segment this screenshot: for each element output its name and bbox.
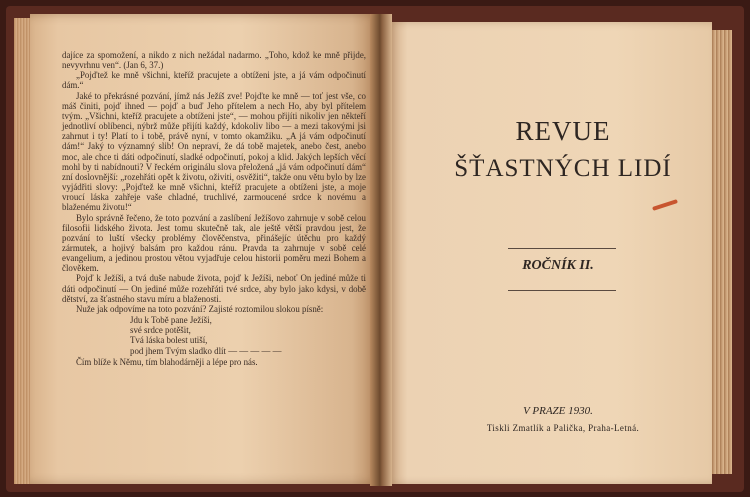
book-gutter [370,14,392,486]
closing-line: Čím blíže k Němu, tím blahodárněji a lépe pro nás. [76,356,258,367]
city-year: V PRAZE 1930. [523,405,593,417]
title-subtitle: ŠŤASTNÝCH LIDÍ [454,155,672,182]
paragraph: Jaké to překrásné pozvání, jímž nás Ježíš zve! Pojďte ke mně — toť jest vše, co máš činiti, pojď ihned — pojď a buď Jeho přítelem a nech Ho, aby byl přítelem tvým. „Všichni, kteříž pracujete a obtíženi jste“, — mohou přijíti nikoliv jen někteří jednotliví oblíbenci, nýbrž může přijíti každý, kdokoliv libo — a mezi takovými jsi zahrnut i ty! Platí to i tobě, právě nyní, v tomto okamžiku. „A já vám odpočinutí dám!“ Jaký to významný slib! On nepraví, že dá tobě majetek, anebo čest, anebo moc, ale chce ti dáti odpočinutí, sladké odpočinutí, pokoj a klid. Jakých lepších věcí mohl by ti nabídnouti? V řeckém originálu slova přeložená „já vám odpočinutí dám“ zní doslovnější: „rozehřáti opět k životu, oživiti, osvěžiti“, takže onu větu bylo by lze vyjádřiti slovy: „Pojďtež ke mně všichni, kteříž pracujete a obtíženi jste, a moje vroucí láska zahřeje vaše chladné, truchlivé, zarmoucené srdce k novému a blaženému životu!“ [62,90,366,213]
poem-line: své srdce potěšit, [130,325,191,336]
divider-bottom [508,290,616,291]
printer-imprint: Tiskli Zmatlík a Palička, Praha-Letná. [486,423,640,433]
volume-label: ROČNÍK II. [522,258,594,273]
paragraph: Nuže jak odpovíme na toto pozvání? Zajisté roztomilou slokou písně: [76,303,324,314]
paragraph: Bylo správně řečeno, že toto pozvání a zaslíbení Ježíšovo zahrnuje v sobě celou filosofii lidského života. Jest tomu skutečně tak, ale ještě větší pravdou jest, že pozvání to luští všecky problémy člověčenstva, přinášejíc útěchu pro každý zármutek, a hojivý balsám pro každou ránu. Pravda ta zahrnuje v sobě celé evangelium, a jedinou prostou větou vyjadřuje celou historii poměru mezi Bohem a člověkem. [62,212,366,274]
poem-line: Jdu k Tobě pane Ježíši, [130,315,212,326]
paragraph: dajíce za spomožení, a nikdo z nich nežádal nadarmo. „Toho, kdož ke mně přijde, nevyvrhnu ven“. (Jan 6, 37.) [62,50,366,71]
poem [130,315,366,356]
title-block [418,116,708,183]
poem-line: Tvá láska bolest utiší, [130,335,208,346]
poem-line: pod jhem Tvým sladko dlít — — — — — [130,345,282,356]
paragraph: „Pojďtež ke mně všichni, kteříž pracujete a obtíženi jste, a já vám odpočinutí dám.“ [62,70,366,91]
title-revue: REVUE [515,116,611,146]
divider-top [508,248,616,249]
paragraph: Pojď k Ježíši, a tvá duše nabude života, pojď k Ježíši, neboť On jediné může ti dáti odpočinutí — On jediné může rozehřáti tvé srdce, aby bylo jako kdysi, v době dětství, za šťastného stavu míru a blaženosti. [62,273,366,304]
left-page-text [62,50,366,367]
